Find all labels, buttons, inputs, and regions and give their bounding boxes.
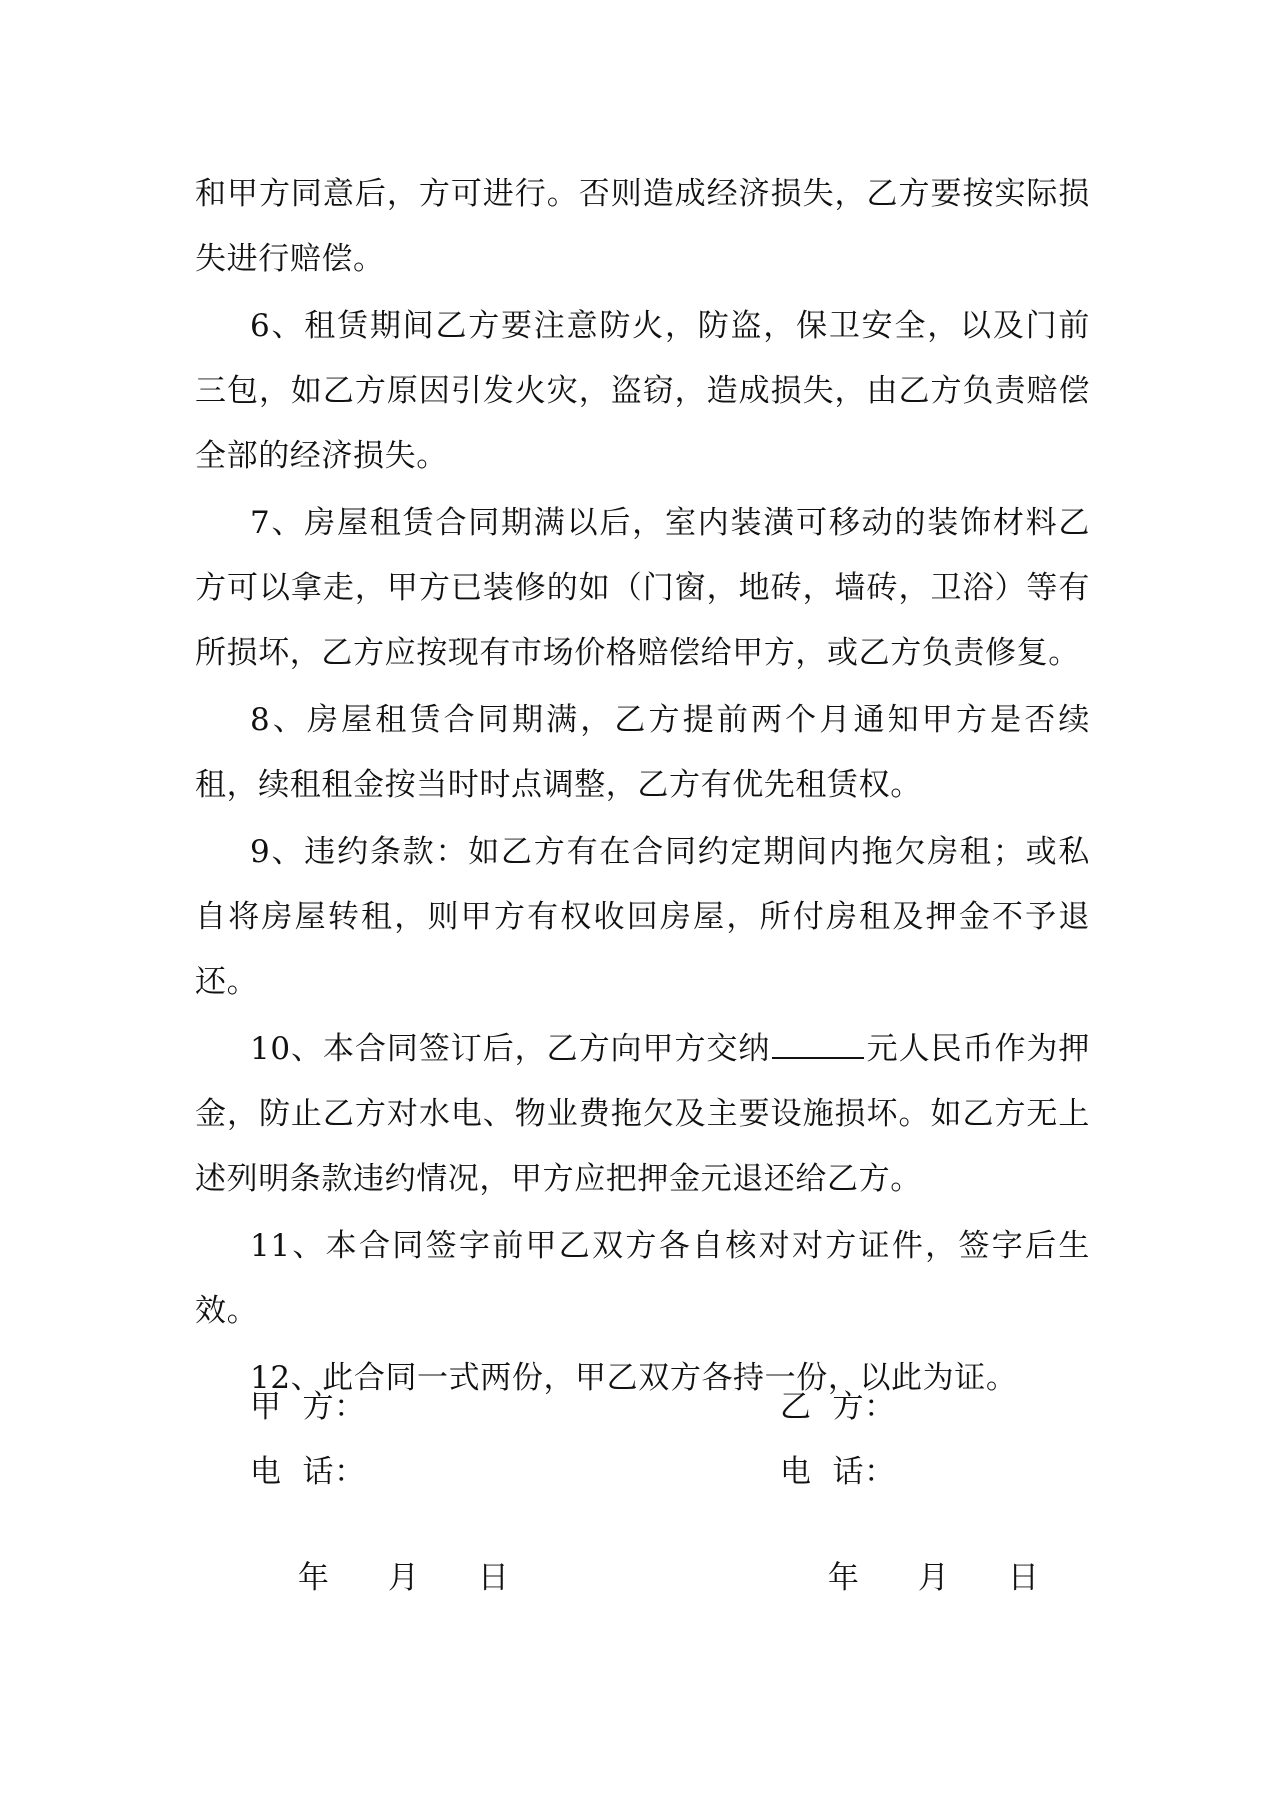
date-day-label: 日 (477, 1560, 510, 1596)
party-b-date (786, 1518, 1039, 1638)
date-year-label: 年 (827, 1560, 860, 1596)
clause-10 (195, 1017, 1090, 1212)
clause-6: 6、租赁期间乙方要注意防火，防盗，保卫安全，以及门前三包，如乙方原因引发火灾，盗窃，造成损失，由乙方负责赔偿全部的经济损失。 (195, 308, 1090, 474)
clause-12: 12、此合同一式两份，甲乙双方各持一份，以此为证。 (250, 1360, 1018, 1396)
date-day-label: 日 (1007, 1560, 1040, 1596)
party-a-phone-label: 电 话： (250, 1454, 366, 1490)
party-a-label: 甲 方： (250, 1389, 366, 1425)
clause-7: 7、房屋租赁合同期满以后，室内装潢可移动的装饰材料乙方可以拿走，甲方已装修的如（门窗，地砖，墙砖，卫浴）等有所损坏，乙方应按现有市场价格赔偿给甲方，或乙方负责修复。 (195, 505, 1090, 671)
date-year-label: 年 (297, 1560, 330, 1596)
contract-body (195, 162, 1090, 1413)
party-b-phone-label: 电 话： (780, 1454, 896, 1490)
paragraph-continuation: 和甲方同意后，方可进行。否则造成经济损失，乙方要按实际损失进行赔偿。 (195, 176, 1090, 277)
party-b-label: 乙 方： (780, 1389, 896, 1425)
clause-10-before-blank: 10、本合同签订后，乙方向甲方交纳 (250, 1031, 771, 1067)
clause-8: 8、房屋租赁合同期满，乙方提前两个月通知甲方是否续租，续租租金按当时时点调整，乙方有优先租赁权。 (195, 702, 1090, 803)
date-month-label: 月 (917, 1560, 950, 1596)
party-a-date (256, 1518, 509, 1638)
clause-9: 9、违约条款：如乙方有在合同约定期间内拖欠房租；或私自将房屋转租，则甲方有权收回房屋，所付房租及押金不予退还。 (195, 834, 1090, 1000)
clause-11: 11、本合同签字前甲乙双方各自核对对方证件，签字后生效。 (195, 1228, 1090, 1329)
deposit-amount-blank (772, 1029, 864, 1059)
clause-10-after-blank: 元人民币作为押金，防止乙方对水电、物业费拖欠及主要设施损坏。如乙方无上述列明条款违约情况，甲方应把押金元退还给乙方。 (195, 1031, 1090, 1197)
date-month-label: 月 (387, 1560, 420, 1596)
